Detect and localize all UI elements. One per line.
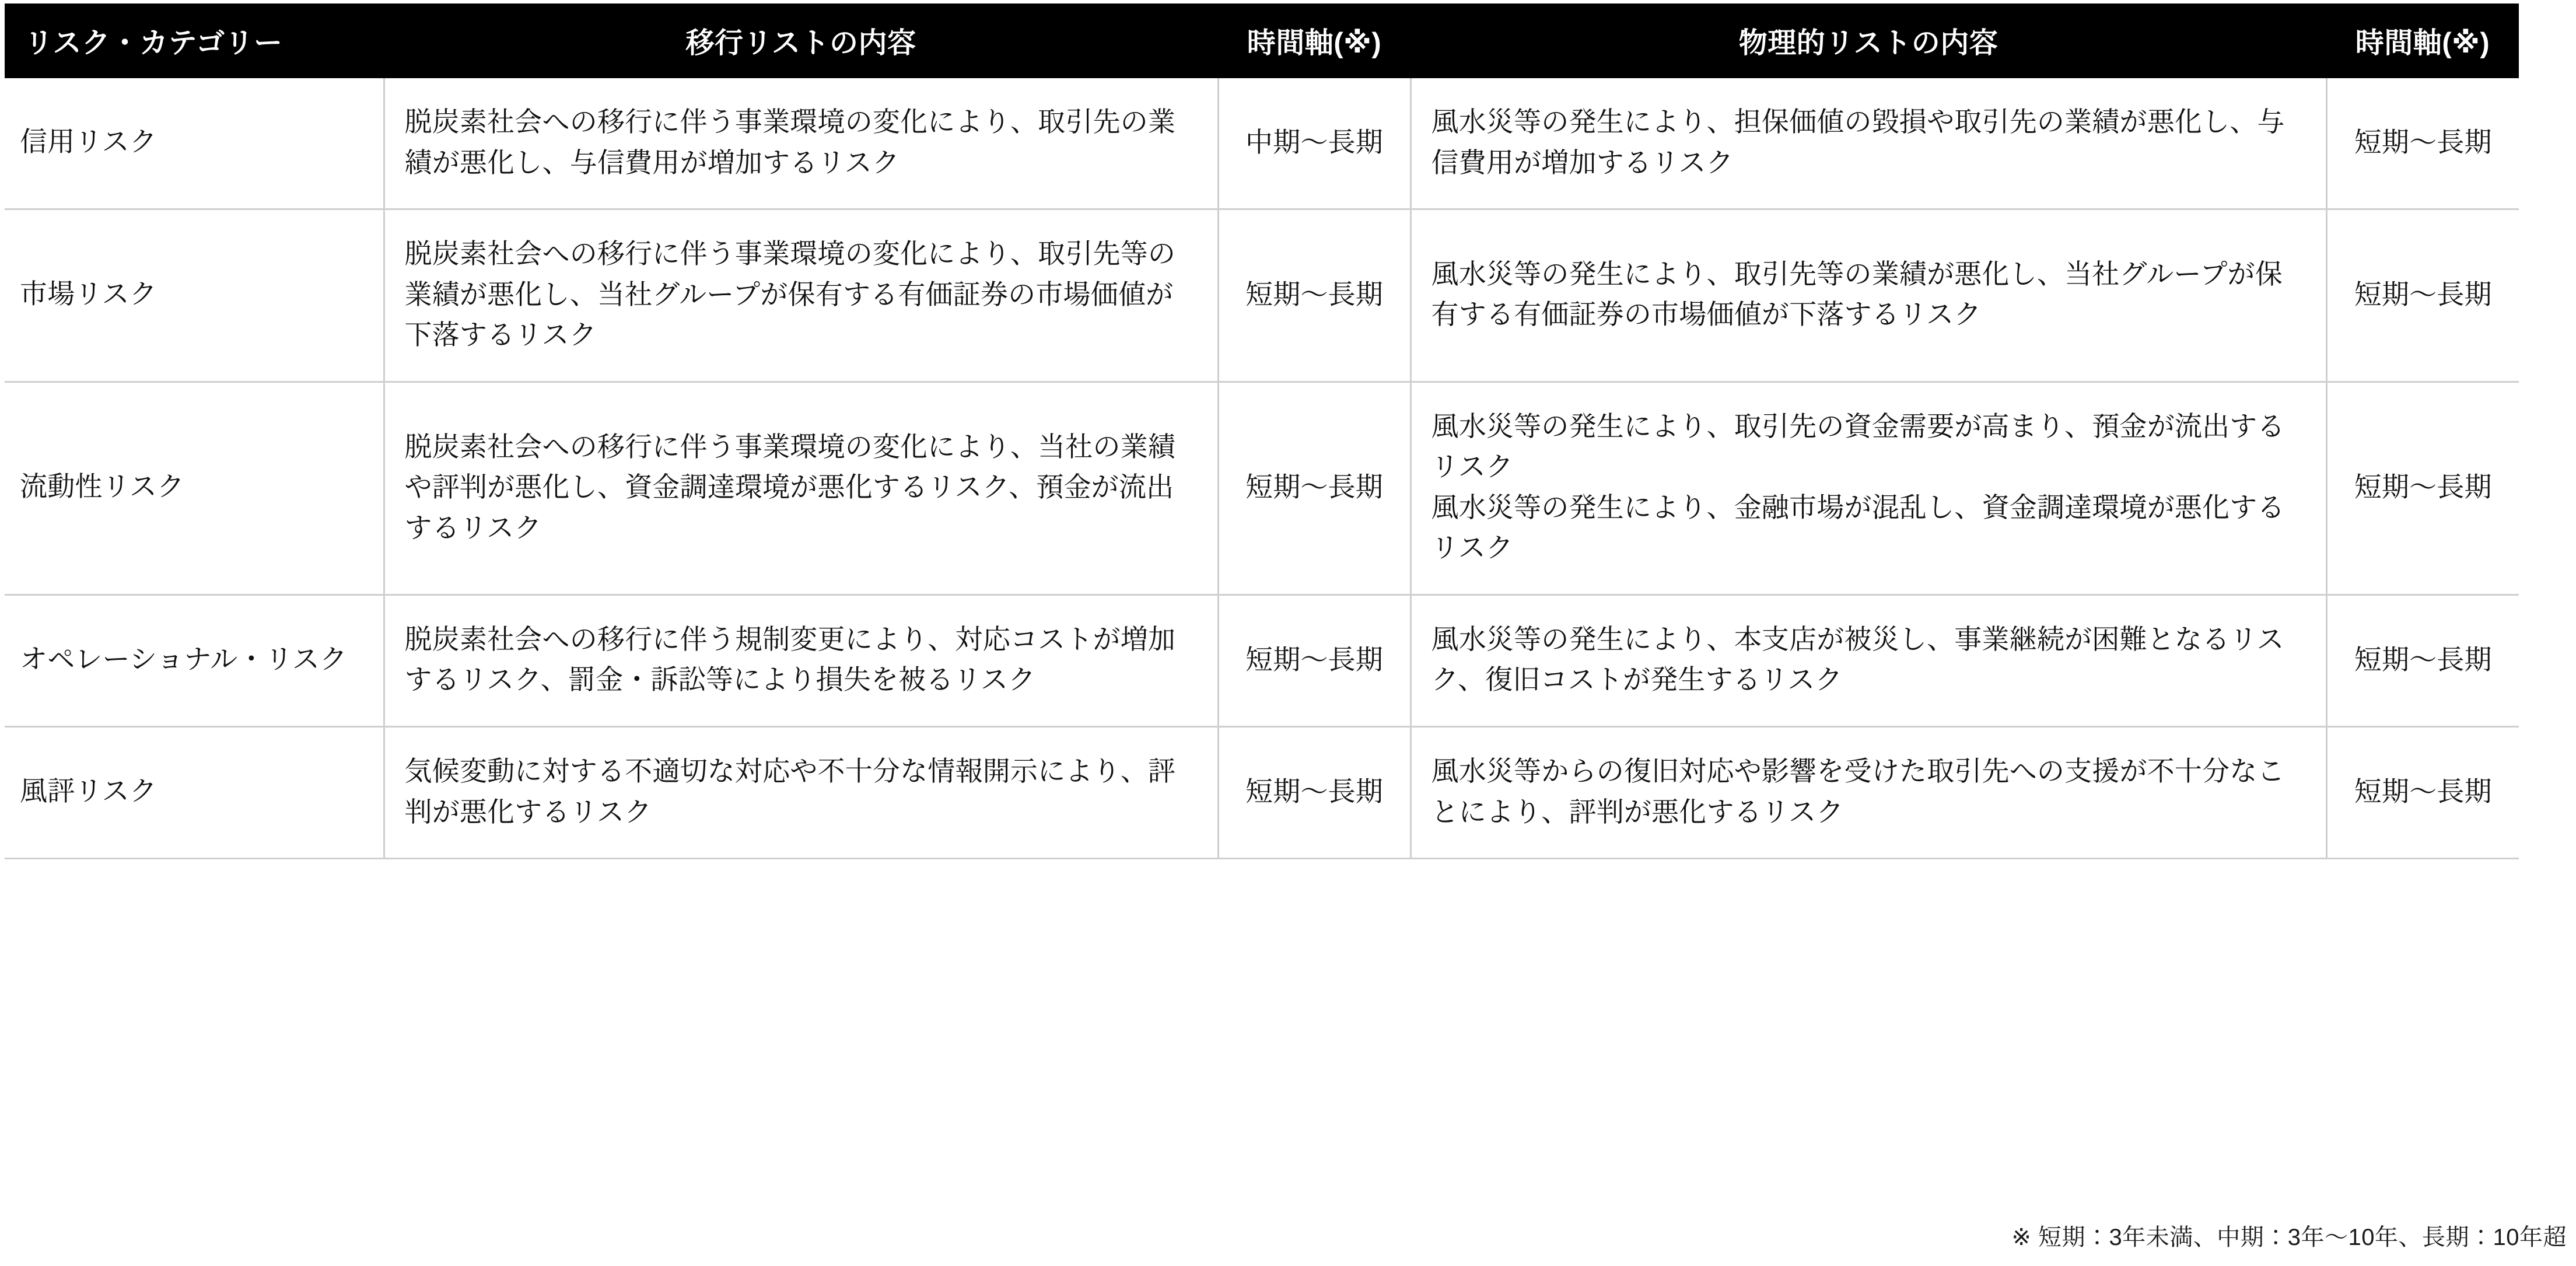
table-row xyxy=(5,594,2519,726)
table-header-row xyxy=(5,4,2519,78)
cell-risk-category: 流動性リスク xyxy=(5,382,384,594)
table-row xyxy=(5,727,2519,859)
cell-physical-risk xyxy=(1410,382,2326,594)
risk-table-page xyxy=(0,4,2576,1266)
cell-physical-timeframe: 短期〜長期 xyxy=(2326,727,2519,859)
cell-physical-risk: 風水災等からの復旧対応や影響を受けた取引先への支援が不十分なことにより、評判が悪化するリスク xyxy=(1410,727,2326,859)
table-row xyxy=(5,209,2519,382)
cell-risk-category: 市場リスク xyxy=(5,209,384,382)
climate-risk-table xyxy=(5,4,2519,859)
cell-transition-risk: 気候変動に対する不適切な対応や不十分な情報開示により、評判が悪化するリスク xyxy=(384,727,1218,859)
cell-physical-timeframe: 短期〜長期 xyxy=(2326,382,2519,594)
text-line: 風水災等の発生により、取引先の資金需要が高まり、預金が流出するリスク xyxy=(1431,410,2285,482)
cell-transition-timeframe: 短期〜長期 xyxy=(1218,209,1410,382)
cell-physical-risk: 風水災等の発生により、担保価値の毀損や取引先の業績が悪化し、与信費用が増加するリスク xyxy=(1410,78,2326,209)
footnote-timeframe-definition: ※ 短期：3年未満、中期：3年〜10年、長期：10年超 xyxy=(2011,1225,2567,1250)
table-header xyxy=(5,4,2519,78)
cell-transition-risk: 脱炭素社会への移行に伴う規制変更により、対応コストが増加するリスク、罰金・訴訟等により損失を被るリスク xyxy=(384,594,1218,726)
column-header-transition-timeframe: 時間軸(※) xyxy=(1218,4,1410,78)
column-header-physical-timeframe: 時間軸(※) xyxy=(2326,4,2519,78)
cell-risk-category: 信用リスク xyxy=(5,78,384,209)
cell-physical-risk: 風水災等の発生により、取引先等の業績が悪化し、当社グループが保有する有価証券の市場価値が下落するリスク xyxy=(1410,209,2326,382)
cell-risk-category: オペレーショナル・リスク xyxy=(5,594,384,726)
cell-transition-timeframe: 短期〜長期 xyxy=(1218,594,1410,726)
cell-physical-timeframe: 短期〜長期 xyxy=(2326,209,2519,382)
text-line: 風水災等の発生により、金融市場が混乱し、資金調達環境が悪化するリスク xyxy=(1431,491,2285,564)
cell-risk-category: 風評リスク xyxy=(5,727,384,859)
table-row xyxy=(5,382,2519,594)
cell-transition-timeframe: 中期〜長期 xyxy=(1218,78,1410,209)
cell-transition-risk: 脱炭素社会への移行に伴う事業環境の変化により、取引先の業績が悪化し、与信費用が増加するリスク xyxy=(384,78,1218,209)
cell-transition-risk: 脱炭素社会への移行に伴う事業環境の変化により、取引先等の業績が悪化し、当社グループが保有する有価証券の市場価値が下落するリスク xyxy=(384,209,1218,382)
table-body xyxy=(5,78,2519,859)
cell-physical-risk: 風水災等の発生により、本支店が被災し、事業継続が困難となるリスク、復旧コストが発生するリスク xyxy=(1410,594,2326,726)
column-header-physical-risk: 物理的リストの内容 xyxy=(1410,4,2326,78)
table-row xyxy=(5,78,2519,209)
column-header-risk-category: リスク・カテゴリー xyxy=(5,4,384,78)
cell-physical-timeframe: 短期〜長期 xyxy=(2326,594,2519,726)
column-header-transition-risk: 移行リストの内容 xyxy=(384,4,1218,78)
cell-transition-risk: 脱炭素社会への移行に伴う事業環境の変化により、当社の業績や評判が悪化し、資金調達環境が悪化するリスク、預金が流出するリスク xyxy=(384,382,1218,594)
cell-physical-timeframe: 短期〜長期 xyxy=(2326,78,2519,209)
cell-transition-timeframe: 短期〜長期 xyxy=(1218,727,1410,859)
cell-transition-timeframe: 短期〜長期 xyxy=(1218,382,1410,594)
